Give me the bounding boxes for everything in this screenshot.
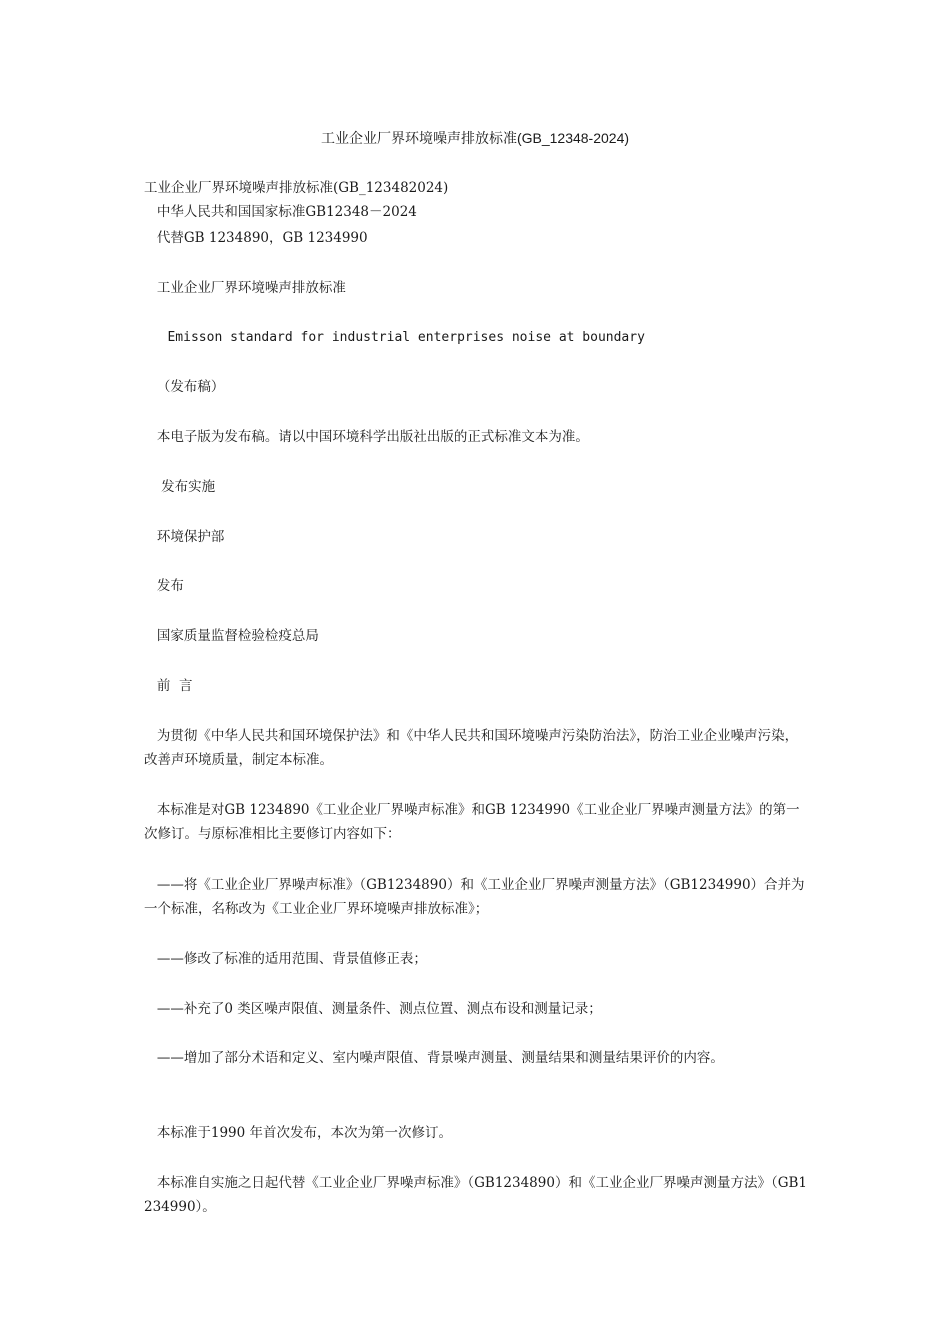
paragraph-limits: ——补充了0 类区噪声限值、测量条件、测点位置、测点布设和测量记录； — [144, 1001, 602, 1017]
paragraph-history: 本标准于1990 年首次发布，本次为第一次修订。 — [144, 1125, 453, 1141]
header-line-3: 代替GB 1234890，GB 1234990 — [144, 230, 368, 246]
header-line-1: 工业企业厂界环境噪声排放标准(GB_123482024) — [144, 180, 449, 196]
paragraph-replacement: 本标准自实施之日起代替《工业企业厂界噪声标准》（GB1234890）和《工业企业厂界噪声测量方法》（GB1234990）。 — [144, 1175, 807, 1215]
paragraph-merge: ——将《工业企业厂界噪声标准》（GB1234890）和《工业企业厂界噪声测量方法》（GB1234990）合并为一个标准，名称改为《工业企业厂界环境噪声排放标准》； — [144, 877, 805, 917]
standard-name-cn: 工业企业厂界环境噪声排放标准 — [144, 280, 346, 296]
standard-name-en: Emisson standard for industrial enterprises noise at boundary — [144, 330, 645, 345]
paragraph-additions: ——增加了部分术语和定义、室内噪声限值、背景噪声测量、测量结果和测量结果评价的内容。 — [144, 1050, 724, 1066]
publish-implement: 发布实施 — [144, 479, 216, 495]
release-note: （发布稿） — [144, 379, 225, 395]
publish-label: 发布 — [144, 578, 184, 594]
issuer-aqsiq: 国家质量监督检验检疫总局 — [144, 628, 319, 644]
issuer-mep: 环境保护部 — [144, 529, 225, 545]
foreword-title: 前 言 — [144, 678, 193, 694]
disclaimer: 本电子版为发布稿。请以中国环境科学出版社出版的正式标准文本为准。 — [144, 429, 589, 445]
header-line-2: 中华人民共和国国家标准GB12348－2024 — [144, 204, 417, 220]
paragraph-purpose: 为贯彻《中华人民共和国环境保护法》和《中华人民共和国环境噪声污染防治法》，防治工业企业噪声污染，改善声环境质量，制定本标准。 — [144, 728, 799, 768]
paragraph-scope: ——修改了标准的适用范围、背景值修正表； — [144, 951, 427, 967]
document-title: 工业企业厂界环境噪声排放标准(GB_12348-2024) — [320, 130, 630, 146]
paragraph-revision: 本标准是对GB 1234890《工业企业厂界噪声标准》和GB 1234990《工业企业厂界噪声测量方法》的第一次修订。与原标准相比主要修订内容如下： — [144, 802, 800, 842]
